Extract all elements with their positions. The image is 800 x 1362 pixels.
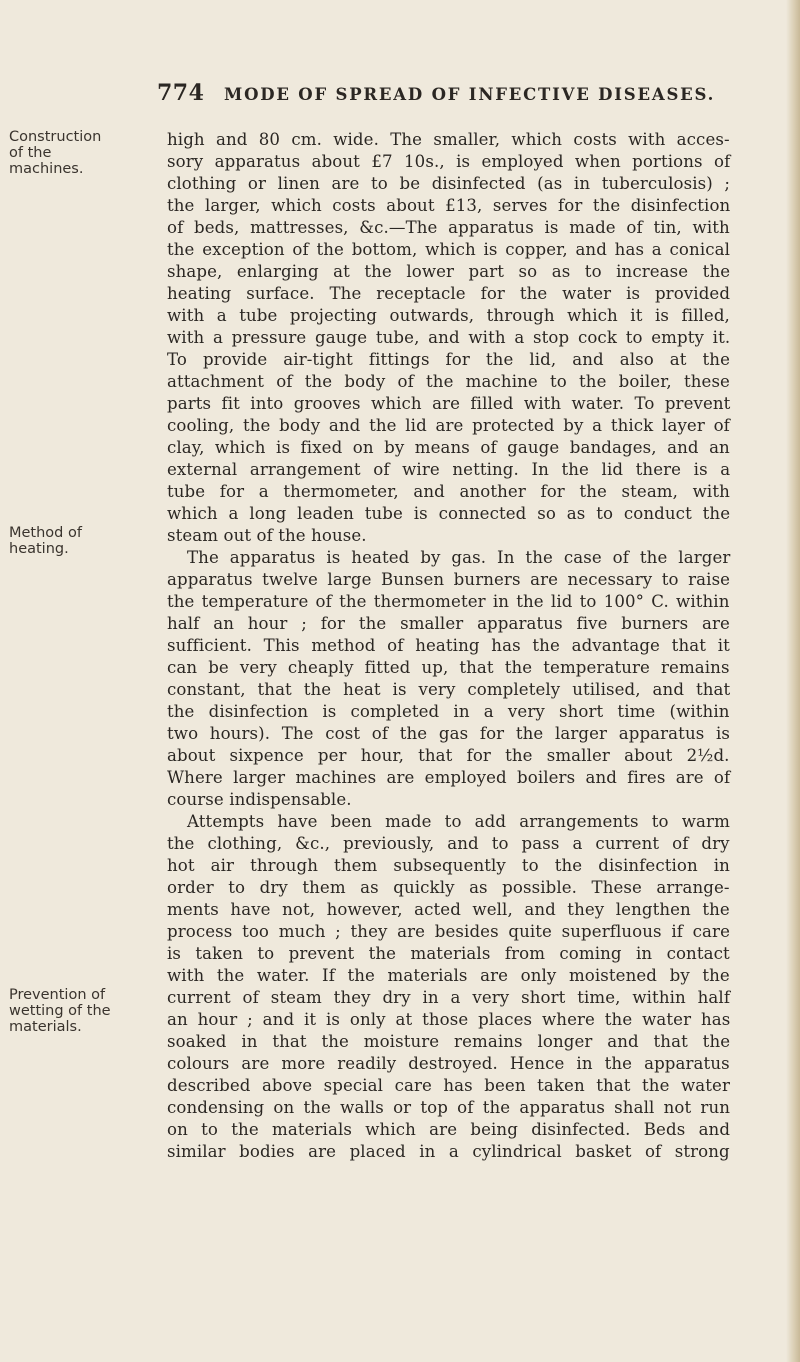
text-line: process too much ; they are besides quite superfluous if care — [167, 922, 730, 941]
text-line: Where larger machines are employed boilers and fires are of — [167, 768, 731, 787]
text-line: clay, which is fixed on by means of gauge bandages, and an — [167, 438, 730, 457]
text-line: sory apparatus about £7 10s., is employed when portions of — [167, 152, 731, 171]
text-line: is taken to prevent the materials from coming in contact — [167, 944, 730, 963]
text-line: The apparatus is heated by gas. In the case of the larger — [187, 548, 731, 567]
page-edge — [786, 0, 800, 1362]
margin-note-heating: Method of heating. — [9, 525, 82, 557]
text-line: condensing on the walls or top of the apparatus shall not run — [167, 1098, 731, 1117]
text-line: tube for a thermometer, and another for the steam, with — [167, 482, 730, 501]
text-line: hot air through them subsequently to the disinfection in — [167, 856, 730, 875]
text-line: course indispensable. — [167, 790, 352, 809]
text-line: cooling, the body and the lid are protected by a thick layer of — [167, 416, 730, 435]
text-line: the temperature of the thermometer in the lid to 100° C. within — [167, 592, 730, 611]
page-number: 774 — [157, 80, 205, 106]
text-line: described above special care has been taken that the water — [167, 1076, 731, 1095]
text-line: two hours). The cost of the gas for the larger apparatus is — [167, 724, 731, 743]
text-line: the exception of the bottom, which is copper, and has a conical — [167, 240, 731, 259]
text-line: about sixpence per hour, that for the smaller about 2½d. — [167, 746, 730, 765]
running-title: MODE OF SPREAD OF INFECTIVE DISEASES. — [224, 85, 716, 104]
text-line: attachment of the body of the machine to the boiler, these — [167, 372, 730, 391]
text-line: ments have not, however, acted well, and they lengthen the — [167, 900, 730, 919]
text-line: high and 80 cm. wide. The smaller, which costs with acces- — [167, 130, 730, 149]
text-line: can be very cheaply fitted up, that the temperature remains — [167, 658, 730, 677]
page-header — [157, 80, 717, 112]
text-line: sufficient. This method of heating has the advantage that it — [167, 636, 730, 655]
text-line: the clothing, &c., previously, and to pass a current of dry — [167, 834, 730, 853]
text-line: heating surface. The receptacle for the water is provided — [167, 284, 731, 303]
text-line: shape, enlarging at the lower part so as to increase the — [167, 262, 731, 281]
text-line: colours are more readily destroyed. Hence in the apparatus — [167, 1054, 730, 1073]
text-line: To provide air-tight fittings for the lid, and also at the — [167, 350, 730, 369]
margin-note-prevention: Prevention of wetting of the materials. — [9, 987, 111, 1035]
text-line: of beds, mattresses, &c.—The apparatus is made of tin, with — [167, 218, 730, 237]
text-line: steam out of the house. — [167, 526, 367, 545]
text-line: apparatus twelve large Bunsen burners are necessary to raise — [167, 570, 731, 589]
text-line: constant, that the heat is very completely utilised, and that — [167, 680, 731, 699]
text-line: soaked in that the moisture remains longer and that the — [167, 1032, 731, 1051]
text-line: the disinfection is completed in a very short time (within — [167, 702, 730, 721]
text-line: similar bodies are placed in a cylindrical basket of strong — [167, 1142, 730, 1161]
text-line: an hour ; and it is only at those places where the water has — [167, 1010, 731, 1029]
text-line: current of steam they dry in a very short time, within half — [167, 988, 731, 1007]
text-line: which a long leaden tube is connected so as to conduct the — [167, 504, 731, 523]
text-line: half an hour ; for the smaller apparatus five burners are — [167, 614, 730, 633]
text-line: order to dry them as quickly as possible. These arrange- — [167, 878, 730, 897]
text-line: with the water. If the materials are only moistened by the — [167, 966, 730, 985]
text-line: Attempts have been made to add arrangements to warm — [187, 812, 730, 831]
text-line: with a pressure gauge tube, and with a stop cock to empty it. — [167, 328, 731, 347]
text-line: clothing or linen are to be disinfected (as in tuberculosis) ; — [167, 174, 731, 193]
text-line: on to the materials which are being disinfected. Beds and — [167, 1120, 731, 1139]
text-line: the larger, which costs about £13, serves for the disinfection — [167, 196, 731, 215]
text-line: parts fit into grooves which are filled with water. To prevent — [167, 394, 731, 413]
text-line: external arrangement of wire netting. In the lid there is a — [167, 460, 731, 479]
text-line: with a tube projecting outwards, through which it is filled, — [167, 306, 730, 325]
margin-note-construction: Construction of the machines. — [9, 129, 102, 177]
